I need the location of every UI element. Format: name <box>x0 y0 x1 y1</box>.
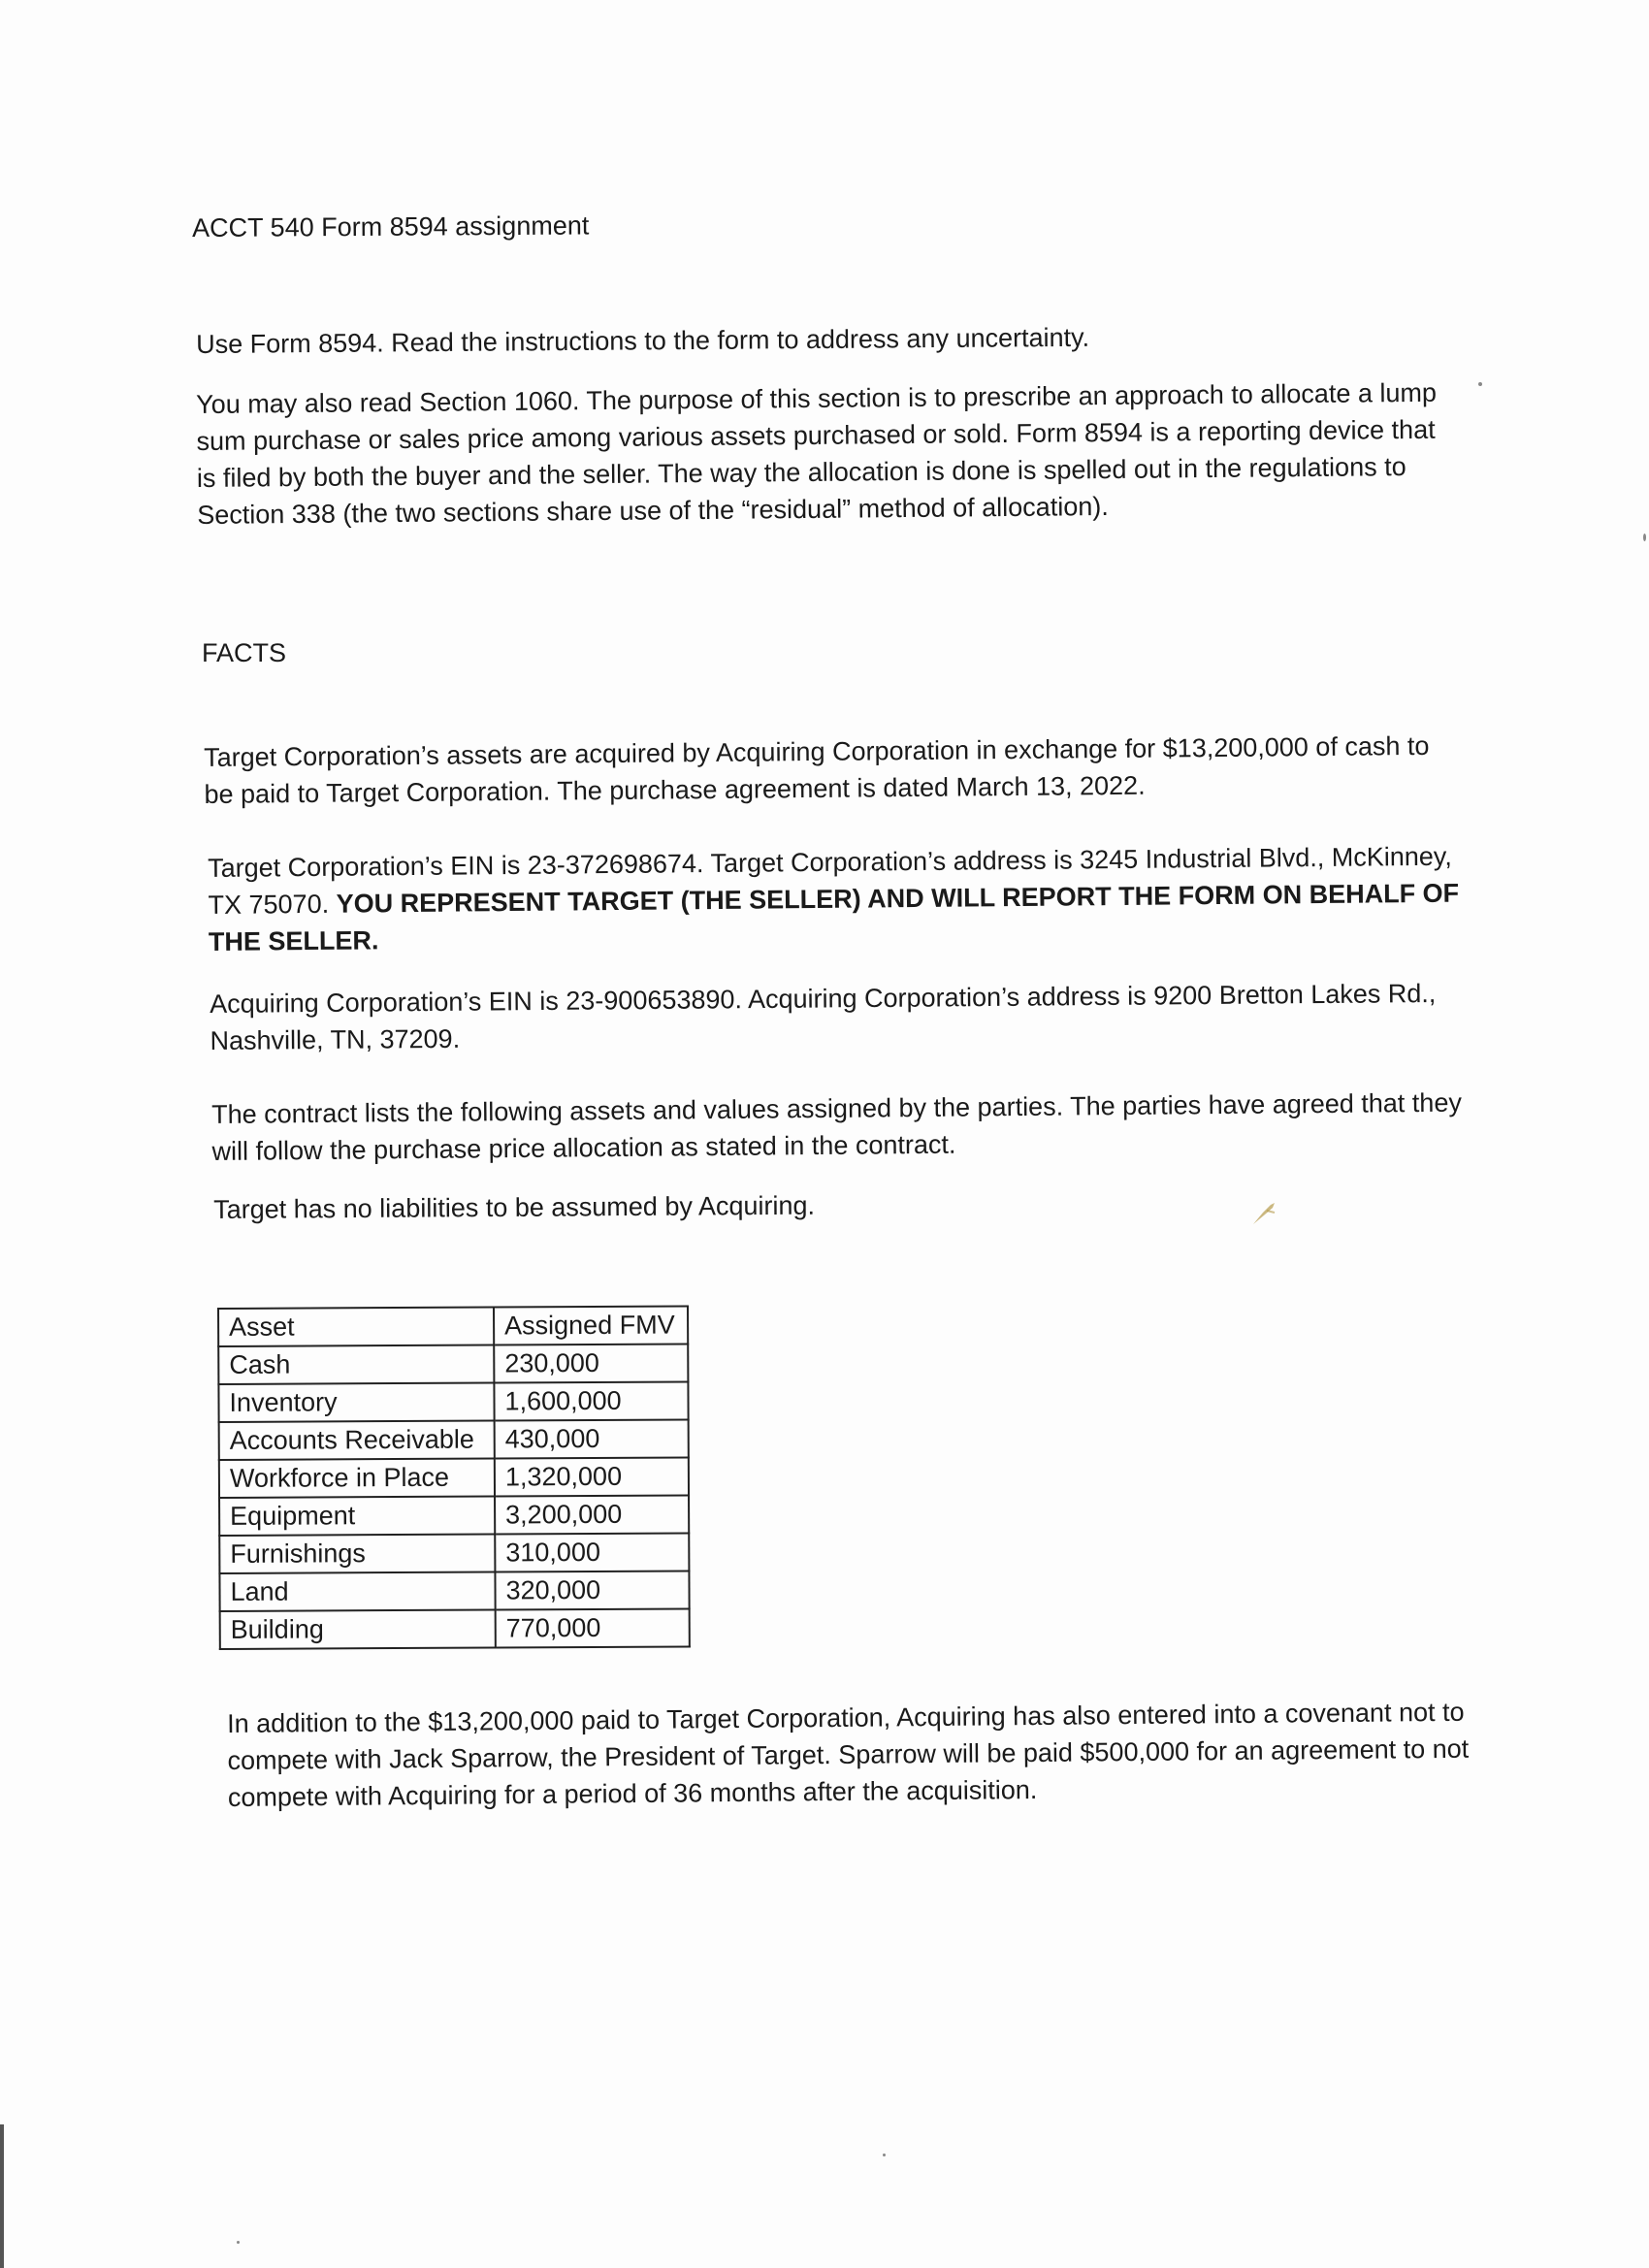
header-asset: Asset <box>218 1308 494 1346</box>
pen-mark-icon <box>1249 1199 1278 1228</box>
asset-name: Inventory <box>218 1383 494 1422</box>
asset-name: Equipment <box>219 1497 495 1536</box>
document-title: ACCT 540 Form 8594 assignment <box>192 211 590 243</box>
scan-speck <box>1478 382 1482 386</box>
intro-paragraph-1: Use Form 8594. Read the instructions to the form to address any uncertainty. <box>196 322 1090 359</box>
asset-name: Workforce in Place <box>219 1459 495 1498</box>
table-row <box>219 1457 689 1498</box>
asset-fmv: 320,000 <box>495 1571 689 1609</box>
scan-speck <box>237 2241 240 2244</box>
scan-edge-line <box>0 2124 4 2268</box>
fact-paragraph-acquiring-info: Acquiring Corporation’s EIN is 23-900653890. Acquiring Corporation’s address is 9200 Bretton Lakes Rd., Nashville, TN, 37209. <box>210 978 1437 1055</box>
target-info-text: Target Corporation’s EIN is 23-372698674. Target Corporation’s address is 3245 Industrial Blvd., McKinney, TX 75070. <box>208 841 1452 920</box>
asset-fmv: 770,000 <box>496 1608 690 1647</box>
asset-fmv: 1,600,000 <box>494 1381 688 1420</box>
asset-fmv: 430,000 <box>495 1419 689 1458</box>
asset-name: Furnishings <box>219 1535 495 1573</box>
asset-name: Accounts Receivable <box>219 1421 495 1460</box>
scan-speck <box>1643 534 1646 541</box>
asset-name: Land <box>219 1572 495 1611</box>
table-row <box>219 1571 689 1611</box>
scan-speck <box>883 2154 886 2156</box>
fact-paragraph-purchase: Target Corporation’s assets are acquired by Acquiring Corporation in exchange for $13,200,000 of cash to be paid to Target Corporation. The purchase agreement is dated March 13, 2022. <box>204 730 1430 809</box>
asset-fmv: 1,320,000 <box>495 1457 689 1496</box>
fact-paragraph-target-info <box>208 837 1489 960</box>
table-row <box>218 1344 688 1384</box>
table-row <box>218 1381 688 1422</box>
asset-fmv: 3,200,000 <box>495 1495 689 1534</box>
asset-fmv: 230,000 <box>494 1344 688 1382</box>
table-row <box>220 1608 690 1649</box>
intro-paragraph-2: You may also read Section 1060. The purpose of this section is to prescribe an approach to allocate a lump sum purchase or sales price among various assets purchased or sold. Form 8594 is a reporting device that is filed by both the buyer and the seller. The way the allocation is done is spelled out in the regulations to Section 338 (the two sections share use of the “residual” method of allocation). <box>196 377 1438 530</box>
fact-paragraph-liabilities: Target has no liabilities to be assumed by Acquiring. <box>213 1190 816 1224</box>
facts-heading: FACTS <box>202 638 287 667</box>
closing-paragraph-covenant: In addition to the $13,200,000 paid to Target Corporation, Acquiring has also entered into a covenant not to compete with Jack Sparrow, the President of Target. Sparrow will be paid $500,000 for an agreement to not compete with Acquiring for a period of 36 months after the acquisition. <box>227 1697 1470 1812</box>
asset-allocation-table <box>217 1305 691 1650</box>
fact-paragraph-contract: The contract lists the following assets and values assigned by the parties. The parties have agreed that they will follow the purchase price allocation as stated in the contract. <box>211 1087 1463 1166</box>
table-row <box>219 1495 689 1536</box>
table-row <box>219 1533 689 1573</box>
header-assigned-fmv: Assigned FMV <box>494 1306 688 1345</box>
table-row <box>219 1419 689 1460</box>
seller-representation-notice: YOU REPRESENT TARGET (THE SELLER) AND WILL REPORT THE FORM ON BEHALF OF THE SELLER. <box>208 878 1460 956</box>
asset-name: Building <box>220 1610 496 1649</box>
asset-fmv: 310,000 <box>495 1533 689 1571</box>
asset-name: Cash <box>218 1345 494 1384</box>
table-header-row <box>218 1306 688 1346</box>
